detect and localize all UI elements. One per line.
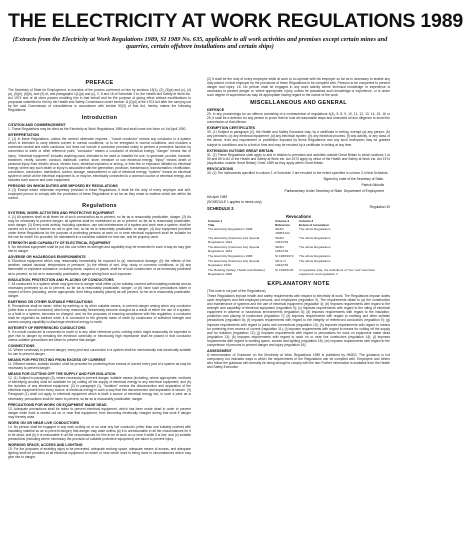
insulation-heading: INSULATION, PROTECTION AND PLACING OF CONDUCTORS — [8, 277, 114, 282]
systems-body: 4. (1) All systems shall at all times be of such construction as to prevent, so far as is reasonably practicable, danger. (2) As may be necessary to prevent danger, all systems shall be maintained so as to prevent, so far as is reasonably practicable, such danger. (3) Every work activity, including operation, use and maintenance of a system and work near a system, shall be carried out in such a manner as not to give rise, so far as is reasonably practicable, to danger. (4) Any equipment provided under these Regulations for the purpose of protecting persons at work on or near electrical equipment shall be suitable for the use for which it is provided, be maintained in a condition suitable for that use, and be properly used. — [8, 214, 191, 240]
signatory-role: Parliamentary Under Secretary of State, Department of Employment — [284, 188, 384, 193]
schedule-table — [207, 220, 390, 278]
notice-page — [8, 7, 463, 553]
precautions-body: 13. Adequate precautions shall be taken to prevent electrical equipment, which has been made dead in order to prevent danger while work is carried out on or near that equipment, from becoming electrically charged during that work if danger may thereby arise. — [8, 406, 191, 419]
persons-heading: PERSONS ON WHOM DUTIES ARE IMPOSED BY REGULATIONS — [8, 183, 118, 188]
competence-body: (2) It shall be the duty of every employee while at work to co-operate with his employer so far as is necessary to enable any duty placed on that employer by the provisions of these Regulations to be complied with. Persons to be competent to prevent danger and injury: 16. No person shall be engaged in any work activity where technical knowledge or experience is necessary to prevent danger or, where appropriate, injury, unless he possesses such knowledge or experience, or is under such degree of supervision as may be appropriate having regard to the nature of the work. — [207, 77, 390, 98]
excess-heading: MEANS FOR PROTECTING FROM EXCESS OF CURRENT — [8, 358, 106, 363]
notice-title: THE ELECTRICITY AT WORK REGULATIONS 1989 — [8, 10, 463, 32]
cutting-heading: MEANS FOR CUTTING OFF THE SUPPLY AND FOR ISOLATION — [8, 372, 116, 377]
schedule-col-2: Column 2 — [275, 219, 290, 224]
schedule-col-3: Column 3 — [299, 219, 314, 224]
schedule-cell: SR&O 1908/1312 — [275, 226, 290, 235]
live-body: 14. No person shall be engaged in any work activity on or so near any live conductor (other than one suitably covered with insulating material so as to prevent danger) that danger may arise unless (a) it is unreasonable in all the circumstances for it to be dead; and (b) it is reasonable in all the circumstances for him to be at work on or near it while it is live; and (c) suitable precautions (including where necessary the provision of suitable protective equipment) are taken to prevent injury. — [8, 424, 191, 441]
live-heading: WORK ON OR NEAR LIVE CONDUCTORS — [8, 420, 80, 425]
systems-heading: SYSTEMS, WORK ACTIVITIES AND PROTECTIVE EQUIPMENT — [8, 210, 115, 215]
precautions-heading: PRECAUTIONS FOR WORK ON EQUIPMENT MADE DEAD — [8, 402, 107, 407]
connections-heading: CONNECTIONS — [8, 344, 35, 349]
schedule-cell: SI 1988/1972 — [275, 253, 294, 258]
explanatory-heading: EXPLANATORY NOTE — [267, 280, 330, 287]
preface-body: The Secretary of State for Employment, in exercise of the powers conferred on him by sections 15(1), (2), (3)(a) and (c), (4)(a), (5)(b), (6)(b), and (9) of, and paragraphs 1(1)(a) and (c), 2, 5 and 16 of Schedule 3 to, the Health and Safety at Work etc. Act 1974 and of all other powers enabling him in that behalf and for the purpose of giving effect without modifications to proposals submitted to him by the Health and Safety Commission under section 11(2)(d) of the 1974 Act after the carrying out by the said Commission of consultations in accordance with section 50(3) of that Act, hereby makes the following Regulations. — [8, 88, 191, 113]
extension-heading: EXTENSION OUTSIDE GREAT BRITAIN — [207, 148, 274, 153]
strength-heading: STRENGTH AND CAPABILITY OF ELECTRICAL EQUIPMENT — [8, 241, 111, 246]
schedule-cell: The whole Regulations — [299, 258, 331, 263]
schedule-cell: SR & O 1944/739 — [275, 258, 289, 267]
exemption-heading: EXEMPTION CERTIFICATES — [207, 126, 256, 131]
cutting-body: 12. (1) Subject to paragraph (3), where necessary to prevent danger, suitable means (including, where appropriate, methods of identifying circuits) shall be available for (a) cutting off the supply of electrical energy to any electrical equipment; and (b) the isolation of any electrical equipment. (2) In paragraph (1), "isolation" means the disconnection and separation of the electrical equipment from every source of electrical energy in such a way that this disconnection and separation is secure. (3) Paragraph (1) shall not apply to electrical equipment which is itself a source of electrical energy but, in such a case as is necessary, precautions shall be taken to prevent, so far as is reasonably practicable, danger. — [8, 376, 191, 401]
working-heading: WORKING SPACE, ACCESS AND LIGHTING — [8, 442, 83, 447]
introduction-heading: Introduction — [81, 115, 118, 122]
connections-body: 10. Where necessary to prevent danger, every joint and connection in a system shall be mechanically and electrically suitable for use to prevent danger. — [8, 348, 191, 357]
schedule-colname-3: Extent of revocation — [299, 222, 329, 227]
left-column — [8, 77, 191, 551]
schedule-cell: The Electricity Regulations 1988 — [208, 253, 253, 258]
schedule-row — [207, 269, 390, 278]
earthing-heading: EARTHING OR OTHER SUITABLE PRECAUTIONS — [8, 299, 93, 304]
interpretation-body: 2. (1) In these Regulations, unless the context otherwise requires - "circuit conductor" means any conductor in a system which is intended to carry electric current in normal conditions, or to be energised in normal conditions, and includes a combined neutral and earth conductor, but does not include a conductor provided solely to perform a protective function by connection to earth or other reference point; "conductor" means a conductor of electrical energy; "danger" means risk of injury; "electrical equipment" includes anything used, intended to be used or installed for use, to generate, provide, transmit, transform, rectify, convert, conduct, distribute, control, store, measure or use electrical energy; "injury" means death or personal injury from electric shock, electric burn, electrical explosion or arcing, or from fire or explosion initiated by electrical energy, where any such death or injury is associated with the generation, provision, transmission, transformation, rectification, conversion, conduction, distribution, control, storage, measurement or use of electrical energy; "system" means an electrical system in which all the electrical equipment is, or may be, electrically connected to a common source of electrical energy, and includes such source and such equipment. — [8, 137, 192, 182]
integrity-heading: INTEGRITY OF REFERENCED CONDUCTORS — [8, 325, 86, 330]
earthing-body: 8. Precautions shall be taken, either by earthing or by other suitable means, to prevent danger arising when any conductor (other than a circuit conductor) which may reasonably foreseeably become charged as a result of either the use of a system, or a fault in a system, becomes so charged; and, for the purposes of ensuring compliance with this regulation, a conductor shall be regarded as earthed when it is connected to the general mass of earth by conductors of sufficient strength and current-carrying capability to discharge electrical energy to earth. — [8, 303, 191, 324]
citation-body: 1. These Regulations may be cited as the Electricity at Work Regulations 1989 and shall come into force on 1st April 1990. — [8, 127, 187, 132]
adverse-body: 6. Electrical equipment which may reasonably foreseeably be exposed to (a) mechanical damage; (b) the effects of the weather, natural hazards, temperature or pressure; (c) the effects of wet, dirty, dusty or corrosive conditions; or (d) any flammable or explosive substance, including dusts, vapours or gases, shall be of such construction or as necessary protected as to prevent, so far as is reasonably practicable, danger arising from such exposure. — [8, 259, 191, 276]
schedule-cell: The whole Regulations — [299, 244, 331, 249]
adverse-heading: ADVERSE OR HAZARDOUS ENVIRONMENTS — [8, 255, 86, 260]
schedule-cell: The Building (Safety, Health and Welfare) Regulations 1948 — [208, 267, 265, 276]
schedule-cell: In regulation 2(a), the definitions of "live" and "electrical equipment" and regulation 4 — [299, 267, 375, 276]
schedule-cell: The whole Regulations — [299, 253, 331, 258]
assessment-heading: ASSESSMENT — [207, 348, 232, 353]
preface-heading: PREFACE — [85, 80, 114, 86]
persons-body: 3. (1) Except where otherwise expressly provided in these Regulations, it shall be the duty of every employer and self-employed person to comply with the provisions of these Regulations in so far as they relate to matters which are within his control. — [8, 187, 191, 200]
schedule-cell: The Electricity (Factories Act) Special Regulations 1944 — [208, 235, 260, 244]
revocation-heading: REVOCATIONS — [207, 166, 234, 171]
notice-subtitle: (Extracts from the Electricity at Work Regulations 1989, SI 1989 No. 635, applicable to all work activities and premises except certain mines and quarries, certain offshore installations and certain ships) — [12, 36, 388, 51]
signed-date: 6th April 1989 — [207, 194, 228, 199]
explanatory-intro: (This note is not part of the Regulations) — [207, 288, 266, 293]
explanatory-body: These Regulations impose health and safety requirements with respect to electricity at work. The Regulations impose duties upon employers and self-employed persons, and employees (regulation 3). The requirements relate to (a) the construction and maintenance of systems and the use of electrical equipment (regulation 4); (b) imposes requirements with regard to the strength and capability of electrical equipment (regulation 5); (c) imposes requirements with regard to the siting of electrical equipment in adverse or hazardous environments (regulation 6); (d) imposes requirements with regard to the insulation, protection and placing of conductors (regulation 7); (e) imposes requirements with regard to earthing and other suitable precautions (regulation 8); (f) imposes requirements with regard to the integrity of referenced conductors (regulation 9); (g) imposes requirements with regard to joints and connections (regulation 10); (h) imposes requirements with regard to means for protecting from excess of current (regulation 11); (i) imposes requirements with regard to means for cutting off the supply and for isolation (regulation 12); (j) imposes requirements with regard to precautions for work on equipment made dead (regulation 13); (k) imposes requirements with regard to work on or near live conductors (regulation 14); (l) imposes requirements with regard to working space, access and lighting (regulation 15); (m) imposes requirements with regard to the competence of persons to prevent danger and injury (regulation 16). — [207, 294, 390, 347]
schedule-cell: The Electricity (Factories Act) Special Regulations 1944 — [208, 244, 260, 253]
regulations-heading: Regulations — [82, 202, 117, 209]
misc-heading: MISCELLANEOUS AND GENERAL — [250, 100, 347, 107]
schedule-cell: The Electricity Regulations 1908 — [208, 226, 253, 231]
schedule-ref: Regulation 33 — [369, 204, 390, 209]
defence-heading: DEFENCE — [207, 108, 225, 113]
schedule-cell: SR&O 1944/739 — [275, 235, 289, 244]
schedule-cell: The whole Regulations — [299, 235, 331, 240]
schedule-subtitle: Revocations — [286, 214, 311, 220]
schedule-col-1: Column 1 — [208, 219, 223, 224]
revocation-body: 33. (1) The instruments specified in column 1 of Schedule 2 are revoked to the extent specified in column 3 of that Schedule. — [207, 170, 389, 175]
schedule-cell: The Electricity (Factories Act) Special Regulation 1944 — [208, 258, 260, 267]
notice-columns — [8, 77, 392, 551]
schedule-title: SCHEDULE 2 — [207, 205, 234, 211]
extension-body: 31. (1) These Regulations shall apply to and in relation to premises and activities outside Great Britain to which sections 1 to 59 and 80 to 82 of the Health and Safety at Work etc. Act 1974 apply by virtue of the Health and Safety at Work etc. Act 1974 (Application outside Great Britain) Order 1989 as they apply within Great Britain. — [207, 152, 390, 165]
schedule-header-row — [207, 205, 390, 212]
interpretation-heading: INTERPRETATION — [8, 133, 40, 138]
citation-heading: CITATION AND COMMENCEMENT — [8, 123, 66, 128]
schedule-note: (SCHEDULE 1 applies to mines only) — [207, 199, 262, 204]
signatory: Patrick Nicholls — [361, 182, 384, 187]
insulation-body: 7. All conductors in a system which may give rise to danger shall either (a) be suitably covered with insulating material and as necessary protected so as to prevent, so far as is reasonably practicable, danger; or (b) have such precautions taken in respect of them (including, where appropriate, their being suitably placed) as will prevent, so far as is reasonably practicable, danger. — [8, 281, 191, 298]
excess-body: 11. Efficient means, suitably located, shall be provided for protecting from excess of current every part of a system as may be necessary to prevent danger. — [8, 362, 191, 371]
schedule-cell: The whole Regulations — [299, 226, 331, 231]
right-column — [207, 77, 390, 551]
schedule-colname-1: Title — [208, 222, 215, 227]
defence-body: 29. In any proceedings for an offence consisting of a contravention of regulations 4(4), 5, 8, 9, 10, 11, 12, 13, 14, 15, 16 or 25, it shall be a defence for any person to prove that he took all reasonable steps and exercised all due diligence to avoid the commission of that offence. — [207, 112, 390, 125]
signed-line: Signed by order of the Secretary of State. — [323, 176, 384, 181]
assessment-body: A memorandum of Guidance on the Electricity at Work Regulations 1989 is published by HMSO. The guidance is not compulsory but indicates ways in which the requirements of the Regulations can be complied with. Employers and others who follow the guidance will normally be doing enough to comply with the law. Further information is available from the Health and Safety Executive. — [207, 352, 390, 369]
exemption-body: 30. (1) Subject to paragraph (2), the Health and Safety Executive may, by a certificate in writing, exempt (a) any person; (b) any premises; (c) any electrical equipment; (d) any electrical system; (e) any electrical process; (f) any activity, or any class of the above, from any requirement or prohibition imposed by these Regulations and any such exemption may be granted subject to conditions and to a limit of time and may be revoked by a certificate in writing at any time. — [207, 130, 390, 147]
schedule-colname-2: Reference — [275, 222, 291, 227]
schedule-cell: SR&O 1944/739 — [275, 244, 289, 253]
schedule-cell: SI 1948/1145 — [275, 267, 294, 272]
working-body: 15. For the purposes of enabling injury to be prevented, adequate working space, adequate means of access, and adequate lighting shall be provided at all electrical equipment on which or near which work is being done in circumstances which may give rise to danger. — [8, 446, 191, 459]
strength-body: 5. No electrical equipment shall be put into use where its strength and capability may be exceeded in such a way as may give rise to danger. — [8, 245, 191, 254]
integrity-body: 9. If a circuit conductor is connected to earth or to any other reference point, nothing which might reasonably be expected to give rise to danger by breaking the electrical continuity or introducing high impedance shall be placed in that conductor unless suitable precautions are taken to prevent that danger. — [8, 329, 191, 343]
